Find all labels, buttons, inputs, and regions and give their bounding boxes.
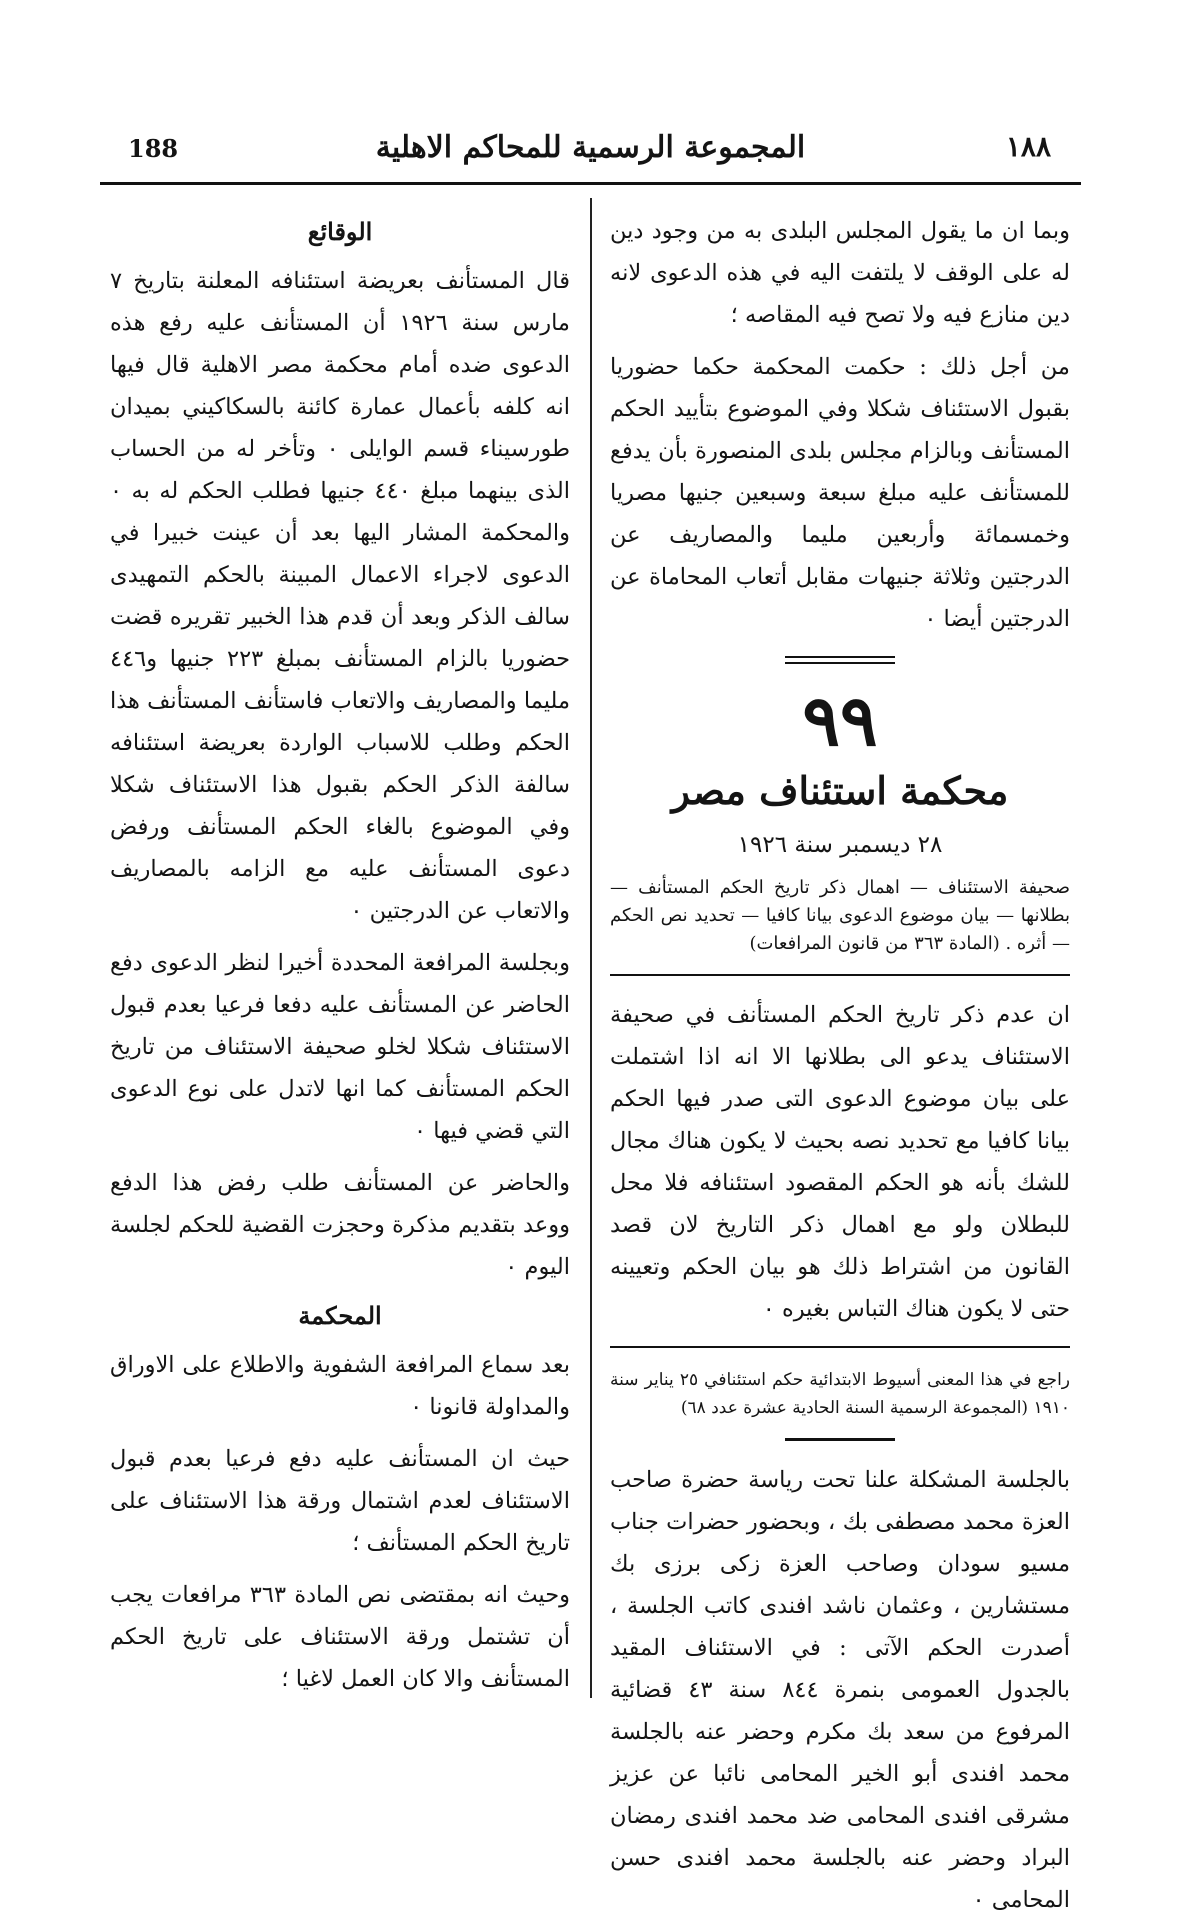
case-summary: صحيفة الاستئناف — اهمال ذكر تاريخ الحكم المستأنف — بطلانها — بيان موضوع الدعوى بيانا كافيا — تحديد نص الحكم — أثره . (المادة ٣٦٣ من قانون المرافعات) [610, 877, 1070, 954]
paragraph: حيث ان المستأنف عليه دفع فرعيا بعدم قبول الاستئناف لعدم اشتمال ورقة هذا الاستئناف على تاريخ الحكم المستأنف ؛ [110, 1446, 570, 1556]
left-column [110, 210, 570, 1710]
note-divider [610, 1346, 1070, 1348]
paragraph: وبجلسة المرافعة المحددة أخيرا لنظر الدعوى دفع الحاضر عن المستأنف عليه دفعا فرعيا بعدم قبول الاستئناف شكلا لخلو صحيفة الاستئناف من تاريخ الحكم المستأنف كما انها لاتدل على نوع الدعوى التي قضي فيها ٠ [110, 950, 570, 1144]
header-rule [100, 182, 1081, 185]
court-name: محكمة استئناف مصر [671, 768, 1009, 813]
facts-heading: الوقائع [307, 217, 373, 246]
paragraph: قال المستأنف بعريضة استئنافه المعلنة بتاريخ ٧ مارس سنة ١٩٢٦ أن المستأنف عليه رفع هذه الدعوى ضده أمام محكمة مصر الاهلية قال فيها انه كلفه بأعمال عمارة كائنة بالسكاكيني بميدان طورسيناء قسم الوايلى ٠ وتأخر له من الحساب الذى بينهما مبلغ ٤٤٠ جنيها فطلب الحكم له به ٠ والمحكمة المشار اليها بعد أن عينت خبيرا في الدعوى لاجراء الاعمال المبينة بالحكم التمهيدى سالف الذكر وبعد أن قدم هذا الخبير تقريره قضت حضوريا بالزام المستأنف بمبلغ ٢٢٣ جنيها و٤٤٦ مليما والمصاريف والاتعاب فاستأنف المستأنف هذا الحكم وطلب للاسباب الواردة بعريضة استئنافه سالفة الذكر الحكم بقبول هذا الاستئناف شكلا وفي الموضوع بالغاء الحكم المستأنف ورفض دعوى المستأنف عليه مع الزامه بالمصاريف والاتعاب عن الدرجتين ٠ [110, 268, 571, 924]
right-column [610, 210, 1070, 1931]
paragraph: والحاضر عن المستأنف طلب رفض هذا الدفع ووعد بتقديم مذكرة وحجزت القضية للحكم لجلسة اليوم ٠ [110, 1170, 570, 1280]
page-header [100, 128, 1081, 176]
page-number-latin: 188 [128, 134, 179, 163]
column-divider [590, 198, 592, 1698]
section-divider [785, 1438, 895, 1441]
running-title: المجموعة الرسمية للمحاكم الاهلية [375, 130, 806, 165]
paragraph: بعد سماع المرافعة الشفوية والاطلاع على الاوراق والمداولة قانونا ٠ [110, 1352, 570, 1420]
case-number: ٩٩ [802, 679, 878, 762]
paragraph: من أجل ذلك : حكمت المحكمة حكما حضوريا بقبول الاستئناف شكلا وفي الموضوع بتأييد الحكم المستأنف وبالزام مجلس بلدى المنصورة بأن يدفع للمستأنف عليه مبلغ سبعة وسبعين جنيها مصريا وخمسمائة وأربعين مليما والمصاريف عن الدرجتين وثلاثة جنيهات مقابل أتعاب المحاماة عن الدرجتين أيضا ٠ [610, 354, 1070, 632]
summary-divider [610, 974, 1070, 976]
case-date: ٢٨ ديسمبر سنة ١٩٢٦ [737, 832, 943, 858]
court-heading: المحكمة [298, 1301, 382, 1330]
paragraph: وبما ان ما يقول المجلس البلدى به من وجود دين له على الوقف لا يلتفت اليه في هذه الدعوى لانه دين منازع فيه ولا تصح فيه المقاصه ؛ [610, 218, 1070, 328]
paragraph: وحيث انه بمقتضى نص المادة ٣٦٣ مرافعات يجب أن تشتمل ورقة الاستئناف على تاريخ الحكم المستأنف والا كان العمل لاغيا ؛ [110, 1582, 570, 1692]
page-number-arabic: ١٨٨ [1005, 130, 1051, 163]
section-divider [785, 656, 895, 658]
legal-principle: ان عدم ذكر تاريخ الحكم المستأنف في صحيفة الاستئناف يدعو الى بطلانها الا انه اذا اشتملت على بيان موضوع الدعوى التى صدر فيها الحكم بيانا كافيا مع تحديد نصه بحيث لا يكون هناك مجال للشك بأنه هو الحكم المقصود استئنافه فلا محل للبطلان ولو مع اهمال ذكر التاريخ لان قصد القانون من اشتراط ذلك هو بيان الحكم وتعيينه حتى لا يكون هناك التباس بغيره ٠ [610, 1002, 1070, 1322]
session-paragraph: بالجلسة المشكلة علنا تحت رياسة حضرة صاحب العزة محمد مصطفى بك ، وبحضور حضرات جناب مسيو سودان وصاحب العزة زكى برزى بك مستشارين ، وعثمان ناشد افندى كاتب الجلسة ، أصدرت الحكم الآتى : في الاستئناف المقيد بالجدول العمومى بنمرة ٨٤٤ سنة ٤٣ قضائية المرفوع من سعد بك مكرم وحضر عنه بالجلسة محمد افندى أبو الخير المحامى نائبا عن عزيز مشرقى افندى المحامى ضد محمد افندى رمضان البراد وحضر عنه بالجلسة محمد افندى حسن المحامى ٠ [610, 1467, 1071, 1913]
reference-note: راجع في هذا المعنى أسيوط الابتدائية حكم استئنافي ٢٥ يناير سنة ١٩١٠ (المجموعة الرسمية السنة الحادية عشرة عدد ٦٨) [610, 1370, 1070, 1418]
